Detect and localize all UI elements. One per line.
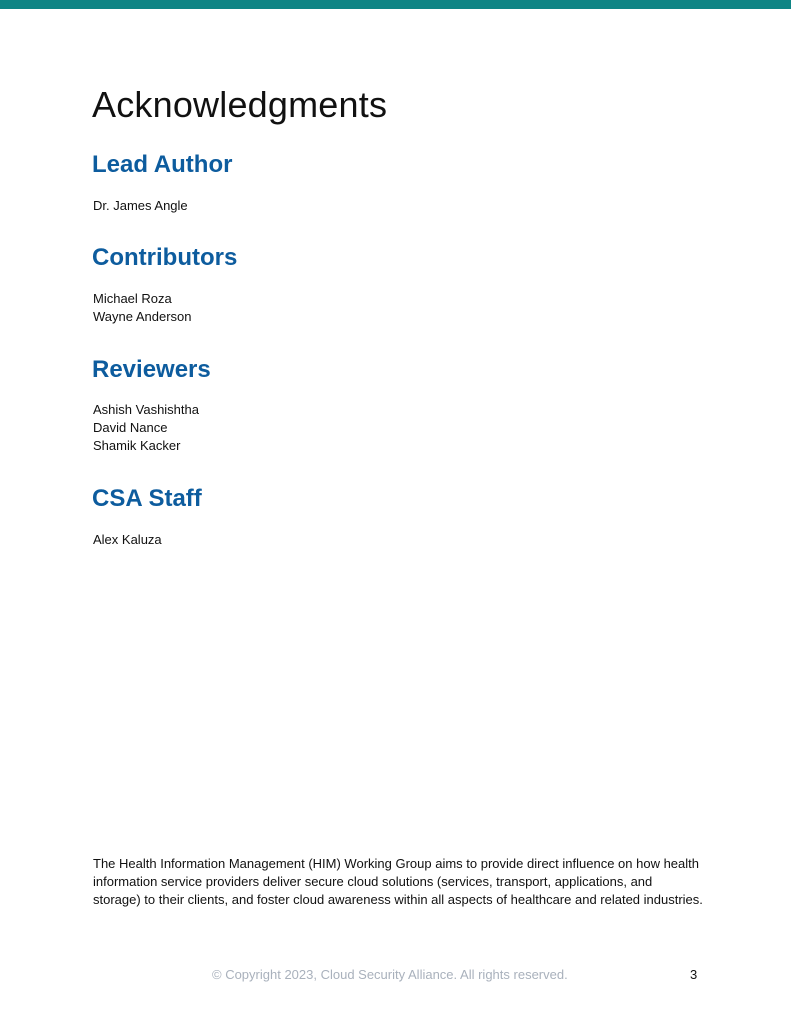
- list-item: David Nance: [93, 420, 168, 435]
- contributors-list: [93, 290, 192, 326]
- section-heading-csa-staff: CSA Staff: [92, 485, 202, 512]
- list-item: Shamik Kacker: [93, 438, 181, 453]
- page-title: Acknowledgments: [92, 84, 388, 125]
- section-heading-reviewers: Reviewers: [92, 356, 211, 383]
- reviewers-list: [93, 401, 199, 455]
- header-accent-bar: [0, 0, 791, 9]
- list-item: Ashish Vashishtha: [93, 402, 199, 417]
- list-item: Wayne Anderson: [93, 309, 192, 324]
- footer-copyright: © Copyright 2023, Cloud Security Alliance. All rights reserved.: [212, 967, 568, 982]
- list-item: Dr. James Angle: [93, 198, 188, 213]
- csa-staff-list: [93, 531, 162, 549]
- working-group-description: The Health Information Management (HIM) Working Group aims to provide direct influence on how health information service providers deliver secure cloud solutions (services, transport, applications, and storage) to their clients, and foster cloud awareness within all aspects of healthcare and related industries.: [93, 856, 703, 907]
- list-item: Michael Roza: [93, 291, 172, 306]
- lead-author-list: [93, 197, 188, 215]
- page-number: 3: [690, 967, 698, 982]
- section-heading-contributors: Contributors: [92, 244, 238, 271]
- list-item: Alex Kaluza: [93, 532, 162, 547]
- section-heading-lead-author: Lead Author: [92, 151, 233, 178]
